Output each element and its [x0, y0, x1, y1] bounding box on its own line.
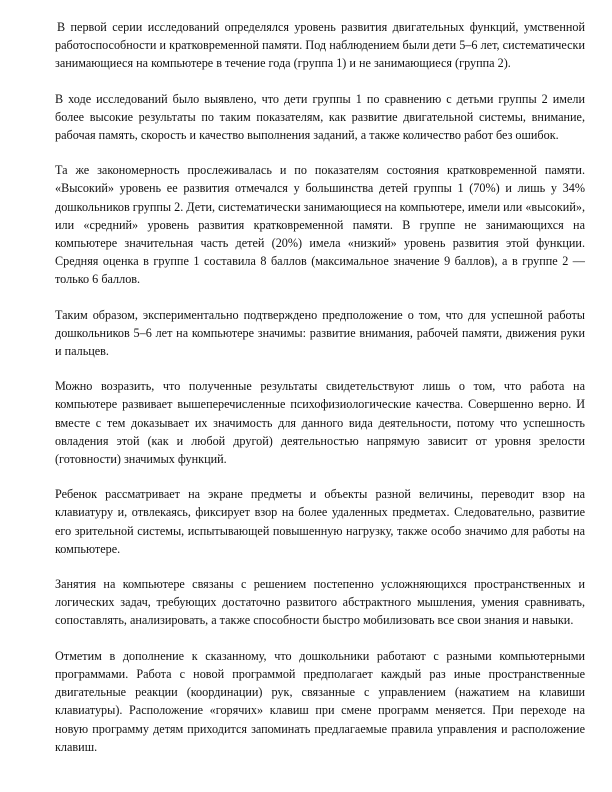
document-body — [55, 18, 585, 773]
paragraph-abstract-thinking: Занятия на компьютере связаны с решением постепенно усложняющихся пространственных и логических задач, требующих достаточно развитого абстрактного мышления, умения сравнивать, сопоставлять, анализировать, а также способности быстро мобилизовать все свои знания и навыки. — [55, 577, 585, 628]
paragraph-objection: Можно возразить, что полученные результаты свидетельствуют лишь о том, что работа на компьютере развивает вышеперечисленные психофизиологические качества. Совершенно верно. И вместе с тем доказывает их значимость для данного вида деятельности, потому что успешность овладения этой (как и любой другой) деятельностью напрямую зависит от уровня зрелости (готовности) значимых функций. — [55, 379, 585, 467]
paragraph-programs: Отметим в дополнение к сказанному, что дошкольники работают с разными компьютерными программами. Работа с новой программой предполагает каждый раз иные пространственные двигательные реакции (координации) рук, связанные с управлением (нажатием на клавиши клавиатуры). Расположение «горячих» клавиш при смене программ меняется. При переходе на новую программу детям приходится запоминать предлагаемые правила управления и расположение клавиш. — [55, 648, 585, 754]
paragraph-visual-system: Ребенок рассматривает на экране предметы и объекты разной величины, переводит взор на клавиатуру и, отвлекаясь, фиксирует взор на более удаленных предметах. Следовательно, развитие его зрительной системы, испытывающей повышенную нагрузку, также особо значимо для работы на компьютере. — [55, 487, 585, 556]
paragraph-first-series: В первой серии исследований определялся уровень развития двигательных функций, умственной работоспособности и кратковременной памяти. Под наблюдением были дети 5–6 лет, систематически занимающиеся на компьютере в течение года (группа 1) и не занимающиеся (группа 2). — [55, 20, 585, 71]
paragraph-conclusion: Таким образом, экспериментально подтверждено предположение о том, что для успешной работы дошкольников 5–6 лет на компьютере значимы: развитие внимания, рабочей памяти, движения руки и пальцев. — [55, 307, 585, 359]
paragraph-short-term-memory: Та же закономерность прослеживалась и по показателям состояния кратковременной памяти. «Высокий» уровень ее развития отмечался у большинства детей группы 1 (70%) и лишь у 34% дошкольников группы 2. Дети, систематически занимающиеся на компьютере, имели или «высокий», или «средний» уровень развития кратковременной памяти. В группе не занимающихся на компьютере значительная часть детей (20%) имела «низкий» уровень развития этой функции. Средняя оценка в группе 1 составила 8 баллов (максимальное значение 9 баллов), а в группе 2 — только 6 баллов. — [55, 163, 585, 287]
paragraph-research-results: В ходе исследований было выявлено, что дети группы 1 по сравнению с детьми группы 2 имели более высокие результаты по таким показателям, как развитие двигательной системы, внимание, рабочая память, скорость и качество выполнения заданий, а также количество работ без ошибок. — [55, 91, 585, 143]
